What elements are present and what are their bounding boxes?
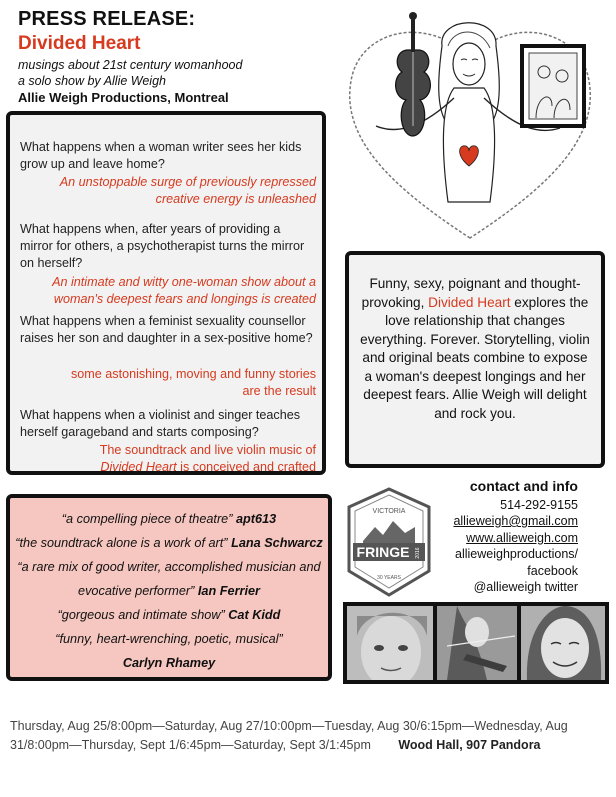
question-2: What happens when, after years of providing a mirror for others, a psychotherapist turns the mirror on herself? bbox=[20, 222, 305, 270]
performer-photo-3 bbox=[521, 606, 605, 680]
description-post: explores the love relationship that changes everything. Forever. Storytelling, violin and original beats combine to expose a woman's deepest longings and her deepest fears. Allie Weigh will delight and rock you. bbox=[360, 294, 590, 421]
subtitle-line-2: a solo show by Allie Weigh bbox=[18, 74, 166, 88]
review-3-cont bbox=[10, 584, 328, 598]
questions-box bbox=[6, 111, 326, 475]
review-quote: “a compelling piece of theatre” bbox=[61, 512, 233, 526]
contact-facebook-line-1: allieweighproductions/ bbox=[455, 547, 578, 561]
answer-4-pre: The soundtrack and live violin music of bbox=[99, 443, 316, 457]
performance-dates bbox=[10, 717, 570, 755]
review-quote: “funny, heart-wrenching, poetic, musical” bbox=[55, 632, 283, 646]
contact-phone: 514-292-9155 bbox=[500, 497, 578, 512]
question-1: What happens when a woman writer sees her kids grow up and leave home? bbox=[20, 140, 302, 171]
answer-4 bbox=[26, 442, 316, 476]
review-5 bbox=[10, 632, 328, 646]
review-source: Carlyn Rhamey bbox=[122, 656, 216, 670]
review-source: Ian Ferrier bbox=[197, 584, 260, 598]
producer-name: Allie Weigh Productions, Montreal bbox=[18, 90, 229, 105]
review-4 bbox=[10, 608, 328, 622]
subtitle-line-1: musings about 21st century womanhood bbox=[18, 58, 243, 72]
fringe-festival-badge bbox=[345, 487, 433, 599]
venue-text: Wood Hall, 907 Pandora bbox=[398, 738, 541, 752]
answer-1: An unstoppable surge of previously repressed creative energy is unleashed bbox=[59, 175, 316, 206]
woman-illustration bbox=[330, 6, 610, 246]
description-title: Divided Heart bbox=[428, 294, 511, 310]
show-title: Divided Heart bbox=[18, 33, 141, 54]
performer-photo-1 bbox=[347, 606, 433, 680]
review-1 bbox=[10, 512, 328, 526]
badge-name-text: FRINGE bbox=[356, 544, 410, 560]
answer-4-post: is conceived and crafted bbox=[180, 460, 316, 474]
review-quote: “a rare mix of good writer, accomplished musician and bbox=[17, 560, 321, 574]
answer-3: some astonishing, moving and funny stories are the result bbox=[70, 367, 316, 398]
press-release-label: PRESS RELEASE: bbox=[18, 8, 196, 30]
question-3: What happens when a feminist sexuality counsellor raises her son and daughter in a sex-positive home? bbox=[20, 314, 313, 345]
contact-block bbox=[440, 478, 578, 596]
description-box bbox=[345, 251, 605, 468]
review-source: apt613 bbox=[236, 512, 277, 526]
dates-text: Thursday, Aug 25/8:00pm—Saturday, Aug 27/10:00pm—Tuesday, Aug 30/6:15pm—Wednesday, Aug 31/8:00pm—Thursday, Sept 1/6:45pm—Saturday, Sept 3/1:45pm bbox=[10, 719, 568, 752]
review-source: Cat Kidd bbox=[228, 608, 281, 622]
photo-strip bbox=[343, 602, 609, 684]
review-source: Lana Schwarcz bbox=[231, 536, 323, 550]
badge-bottom-text: 30 YEARS bbox=[377, 575, 401, 581]
answer-2: An intimate and witty one-woman show about a woman's deepest fears and longings is created bbox=[52, 275, 316, 306]
contact-twitter: @allieweigh twitter bbox=[473, 580, 578, 594]
violin-icon bbox=[396, 12, 431, 136]
contact-email-link[interactable]: allieweigh@gmail.com bbox=[453, 514, 578, 528]
description-pre: Funny, sexy, poignant and thought-provoking, bbox=[361, 276, 581, 310]
question-4: What happens when a violinist and singer teaches herself garageband and starts composing? bbox=[20, 408, 301, 439]
review-quote: evocative performer” bbox=[78, 584, 195, 598]
contact-website-link[interactable]: www.allieweigh.com bbox=[466, 530, 578, 545]
badge-top-text: VICTORIA bbox=[372, 508, 406, 515]
review-5-source bbox=[10, 656, 328, 670]
reviews-box bbox=[6, 494, 332, 681]
review-quote: “the soundtrack alone is a work of art” bbox=[15, 536, 228, 550]
badge-year-text: 2016 bbox=[415, 547, 421, 559]
contact-title: contact and info bbox=[469, 478, 578, 494]
performer-photo-2 bbox=[437, 606, 517, 680]
review-2 bbox=[10, 536, 328, 550]
picture-frame-icon bbox=[522, 46, 584, 126]
contact-facebook-line-2: facebook bbox=[527, 563, 578, 578]
answer-4-title: Divided Heart bbox=[100, 460, 177, 474]
review-quote: “gorgeous and intimate show” bbox=[57, 608, 225, 622]
review-3 bbox=[10, 560, 328, 574]
